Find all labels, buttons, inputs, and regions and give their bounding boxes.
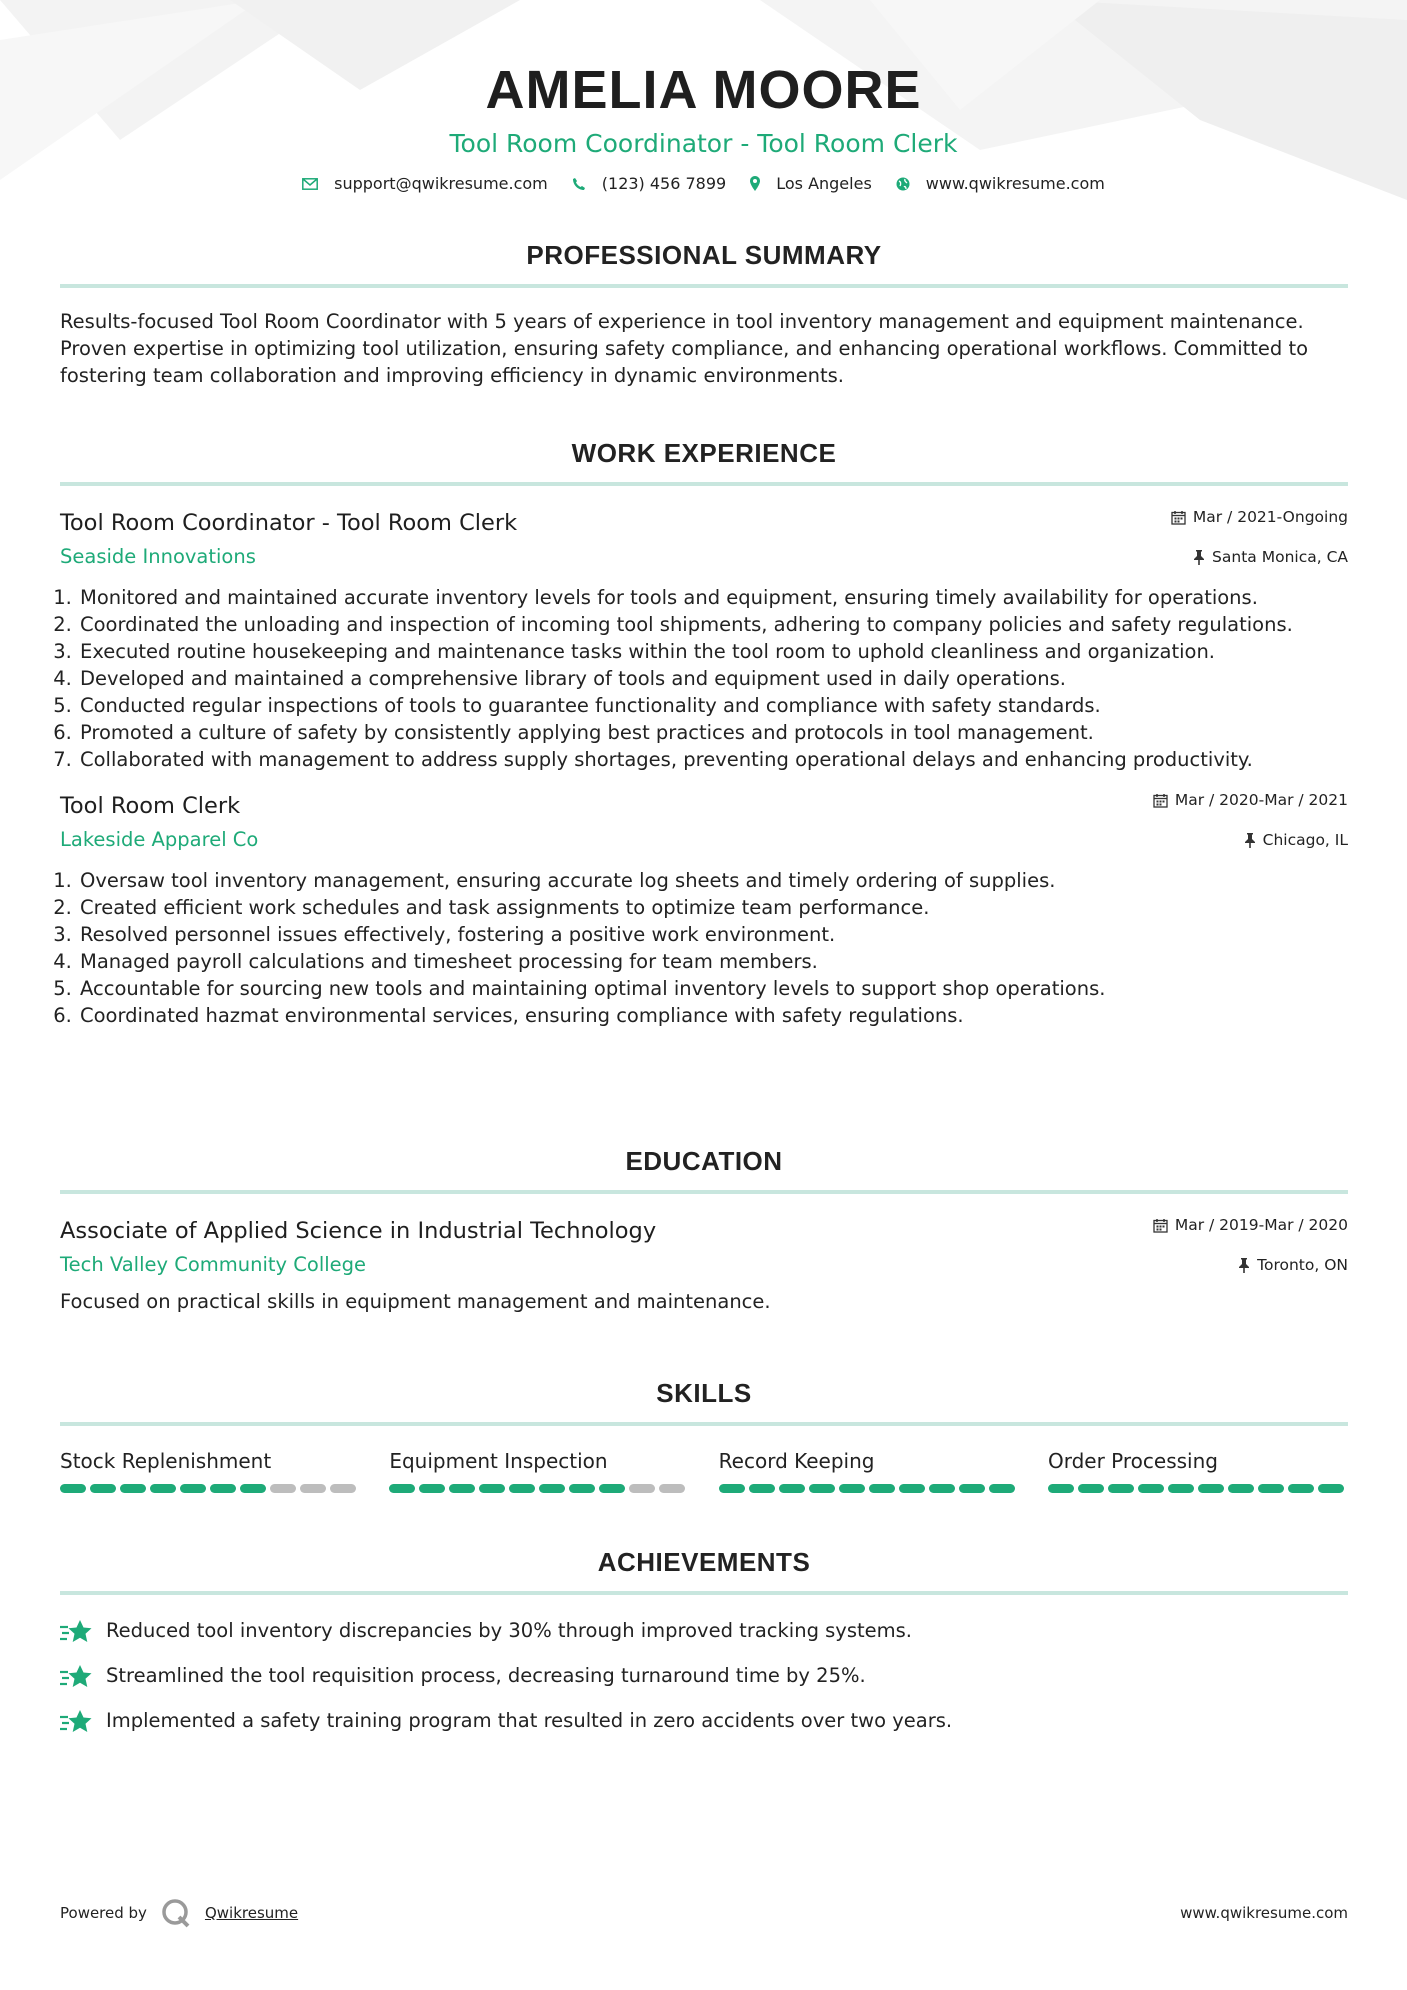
education-description: Focused on practical skills in equipment management and maintenance. bbox=[60, 1290, 771, 1313]
rating-segment-filled bbox=[749, 1484, 775, 1493]
education-heading: EDUCATION bbox=[625, 1146, 783, 1176]
rating-segment-empty bbox=[330, 1484, 356, 1493]
list-item: 3. Executed routine housekeeping and maintenance tasks within the tool room to uphold cleanliness and organization. bbox=[78, 638, 1348, 665]
list-item: 1. Monitored and maintained accurate inventory levels for tools and equipment, ensuring timely availability for operations. bbox=[78, 584, 1348, 611]
skill-name: Order Processing bbox=[1047, 1449, 1218, 1473]
rating-segment-filled bbox=[389, 1484, 415, 1493]
achievement-text: Implemented a safety training program that resulted in zero accidents over two years. bbox=[106, 1709, 953, 1732]
summary-heading: PROFESSIONAL SUMMARY bbox=[526, 240, 882, 270]
rating-segment-filled bbox=[569, 1484, 595, 1493]
rating-segment-empty bbox=[659, 1484, 685, 1493]
skills-list bbox=[60, 1448, 1348, 1493]
rating-segment-filled bbox=[1288, 1484, 1314, 1493]
rating-segment-filled bbox=[479, 1484, 505, 1493]
star-badge-icon bbox=[60, 1708, 92, 1734]
list-item: 5. Accountable for sourcing new tools and maintaining optimal inventory levels to support shop operations. bbox=[78, 975, 1348, 1002]
achievement-text: Reduced tool inventory discrepancies by 30% through improved tracking systems. bbox=[106, 1619, 913, 1642]
rating-segment-filled bbox=[1228, 1484, 1254, 1493]
achievement-item bbox=[60, 1662, 1348, 1689]
rating-segment-filled bbox=[1078, 1484, 1104, 1493]
job-dates-text: Mar / 2021-Ongoing bbox=[1192, 508, 1348, 526]
achievement-item bbox=[60, 1707, 1348, 1734]
contact-row bbox=[0, 174, 1407, 193]
skill-rating-bar bbox=[1048, 1484, 1348, 1493]
globe-icon bbox=[896, 177, 910, 191]
qwikresume-logo-icon bbox=[161, 1898, 191, 1928]
section-divider bbox=[60, 1190, 1348, 1194]
job-location bbox=[1244, 831, 1348, 849]
map-pin-icon bbox=[750, 176, 760, 191]
calendar-icon bbox=[1171, 510, 1186, 525]
rating-segment-filled bbox=[899, 1484, 925, 1493]
rating-segment-filled bbox=[719, 1484, 745, 1493]
education-dates-text: Mar / 2019-Mar / 2020 bbox=[1174, 1216, 1348, 1234]
job-company: Lakeside Apparel Co bbox=[60, 828, 259, 851]
skill-name: Equipment Inspection bbox=[389, 1449, 608, 1473]
list-item: 1. Oversaw tool inventory management, ensuring accurate log sheets and timely ordering of supplies. bbox=[78, 867, 1348, 894]
list-item: 4. Developed and maintained a comprehensive library of tools and equipment used in daily operations. bbox=[78, 665, 1348, 692]
section-divider bbox=[60, 1422, 1348, 1426]
pushpin-icon bbox=[1193, 550, 1205, 565]
education-location bbox=[1238, 1256, 1348, 1274]
website-text: www.qwikresume.com bbox=[925, 174, 1105, 193]
summary-text: Results-focused Tool Room Coordinator with 5 years of experience in tool inventory management and equipment maintenance. Proven expertise in optimizing tool utilization, ensuring safety compliance, and enhancing operational workflows. Committed to fostering team collaboration and improving efficiency in dynamic environments. bbox=[60, 310, 1309, 387]
school-name: Tech Valley Community College bbox=[60, 1253, 367, 1276]
rating-segment-empty bbox=[270, 1484, 296, 1493]
contact-email[interactable] bbox=[302, 174, 548, 193]
pushpin-icon bbox=[1244, 833, 1256, 848]
education-dates bbox=[1153, 1216, 1348, 1234]
candidate-name: AMELIA MOORE bbox=[485, 60, 922, 120]
section-divider bbox=[60, 482, 1348, 486]
skill-item bbox=[719, 1448, 1019, 1493]
rating-segment-filled bbox=[779, 1484, 805, 1493]
list-item: 3. Resolved personnel issues effectively, fostering a positive work environment. bbox=[78, 921, 1348, 948]
skill-item bbox=[60, 1448, 360, 1493]
education-location-text: Toronto, ON bbox=[1257, 1256, 1348, 1274]
summary-section bbox=[60, 236, 1348, 389]
rating-segment-filled bbox=[1318, 1484, 1344, 1493]
contact-phone[interactable] bbox=[572, 174, 726, 193]
envelope-icon bbox=[302, 178, 318, 190]
list-item: 4. Managed payroll calculations and timesheet processing for team members. bbox=[78, 948, 1348, 975]
rating-segment-filled bbox=[150, 1484, 176, 1493]
page-footer bbox=[60, 1898, 1348, 1928]
achievements-heading: ACHIEVEMENTS bbox=[597, 1547, 811, 1577]
rating-segment-filled bbox=[1168, 1484, 1194, 1493]
email-text: support@qwikresume.com bbox=[334, 174, 548, 193]
rating-segment-filled bbox=[210, 1484, 236, 1493]
resume-header bbox=[0, 0, 1407, 193]
job-title: Tool Room Coordinator - Tool Room Clerk bbox=[60, 510, 518, 536]
rating-segment-filled bbox=[1258, 1484, 1284, 1493]
experience-heading: WORK EXPERIENCE bbox=[571, 438, 837, 468]
job-title: Tool Room Clerk bbox=[60, 793, 241, 819]
rating-segment-filled bbox=[929, 1484, 955, 1493]
rating-segment-filled bbox=[90, 1484, 116, 1493]
job-entry bbox=[60, 791, 1348, 1029]
experience-section bbox=[60, 434, 1348, 1029]
phone-icon bbox=[572, 177, 586, 191]
rating-segment-filled bbox=[839, 1484, 865, 1493]
section-divider bbox=[60, 284, 1348, 288]
job-bullets bbox=[60, 584, 1348, 773]
job-company: Seaside Innovations bbox=[60, 545, 256, 568]
skill-name: Record Keeping bbox=[718, 1449, 875, 1473]
location-text: Los Angeles bbox=[776, 174, 872, 193]
contact-location bbox=[750, 174, 872, 193]
star-badge-icon bbox=[60, 1618, 92, 1644]
rating-segment-filled bbox=[1048, 1484, 1074, 1493]
rating-segment-filled bbox=[1108, 1484, 1134, 1493]
list-item: 6. Promoted a culture of safety by consistently applying best practices and protocols in tool management. bbox=[78, 719, 1348, 746]
job-location bbox=[1193, 548, 1348, 566]
rating-segment-filled bbox=[869, 1484, 895, 1493]
job-dates bbox=[1171, 508, 1348, 526]
achievement-item bbox=[60, 1617, 1348, 1644]
rating-segment-filled bbox=[180, 1484, 206, 1493]
education-section bbox=[60, 1142, 1348, 1315]
skills-section bbox=[60, 1374, 1348, 1493]
achievements-section bbox=[60, 1543, 1348, 1734]
job-bullets bbox=[60, 867, 1348, 1029]
powered-label: Powered by bbox=[60, 1904, 147, 1922]
rating-segment-filled bbox=[959, 1484, 985, 1493]
list-item: 7. Collaborated with management to address supply shortages, preventing operational delays and enhancing productivity. bbox=[78, 746, 1348, 773]
job-location-text: Chicago, IL bbox=[1262, 831, 1348, 849]
skill-item bbox=[389, 1448, 689, 1493]
phone-text: (123) 456 7899 bbox=[601, 174, 727, 193]
list-item: 5. Conducted regular inspections of tools to guarantee functionality and compliance with safety standards. bbox=[78, 692, 1348, 719]
section-divider bbox=[60, 1591, 1348, 1595]
rating-segment-filled bbox=[539, 1484, 565, 1493]
rating-segment-filled bbox=[60, 1484, 86, 1493]
rating-segment-filled bbox=[419, 1484, 445, 1493]
skill-item bbox=[1048, 1448, 1348, 1493]
list-item: 6. Coordinated hazmat environmental services, ensuring compliance with safety regulations. bbox=[78, 1002, 1348, 1029]
skill-rating-bar bbox=[60, 1484, 360, 1493]
job-dates bbox=[1153, 791, 1348, 809]
rating-segment-filled bbox=[989, 1484, 1015, 1493]
star-badge-icon bbox=[60, 1663, 92, 1689]
achievement-text: Streamlined the tool requisition process, decreasing turnaround time by 25%. bbox=[106, 1664, 866, 1687]
rating-segment-filled bbox=[1198, 1484, 1224, 1493]
calendar-icon bbox=[1153, 1218, 1168, 1233]
skill-rating-bar bbox=[389, 1484, 689, 1493]
footer-website[interactable]: www.qwikresume.com bbox=[1180, 1904, 1348, 1922]
achievements-list bbox=[60, 1617, 1348, 1734]
rating-segment-filled bbox=[449, 1484, 475, 1493]
candidate-title: Tool Room Coordinator - Tool Room Clerk bbox=[449, 129, 958, 158]
pushpin-icon bbox=[1238, 1258, 1250, 1273]
rating-segment-filled bbox=[120, 1484, 146, 1493]
rating-segment-filled bbox=[599, 1484, 625, 1493]
skills-heading: SKILLS bbox=[656, 1378, 752, 1408]
rating-segment-filled bbox=[1138, 1484, 1164, 1493]
powered-by bbox=[60, 1898, 298, 1928]
job-location-text: Santa Monica, CA bbox=[1212, 548, 1348, 566]
degree-title: Associate of Applied Science in Industrial Technology bbox=[60, 1218, 657, 1244]
rating-segment-filled bbox=[240, 1484, 266, 1493]
list-item: 2. Coordinated the unloading and inspection of incoming tool shipments, adhering to company policies and safety regulations. bbox=[78, 611, 1348, 638]
education-entry bbox=[60, 1216, 1348, 1315]
skill-name: Stock Replenishment bbox=[60, 1449, 272, 1473]
rating-segment-filled bbox=[809, 1484, 835, 1493]
rating-segment-filled bbox=[509, 1484, 535, 1493]
brand-link[interactable]: Qwikresume bbox=[204, 1904, 299, 1922]
job-dates-text: Mar / 2020-Mar / 2021 bbox=[1174, 791, 1348, 809]
contact-website[interactable] bbox=[896, 174, 1105, 193]
rating-segment-empty bbox=[300, 1484, 326, 1493]
calendar-icon bbox=[1153, 793, 1168, 808]
job-entry bbox=[60, 508, 1348, 773]
list-item: 2. Created efficient work schedules and task assignments to optimize team performance. bbox=[78, 894, 1348, 921]
skill-rating-bar bbox=[719, 1484, 1019, 1493]
rating-segment-empty bbox=[629, 1484, 655, 1493]
